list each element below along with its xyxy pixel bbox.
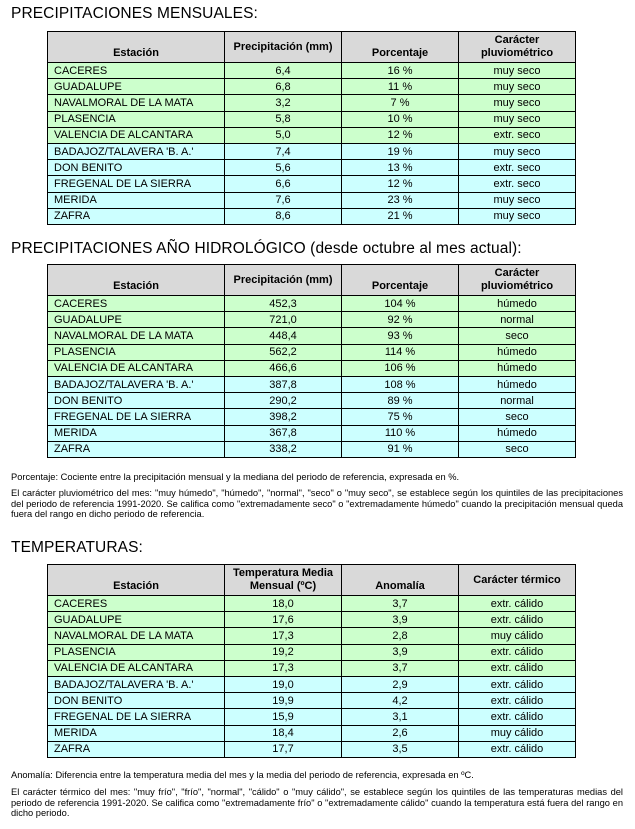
character-cell: extr. cálido xyxy=(459,676,576,692)
table-row xyxy=(48,612,576,628)
station-cell: MERIDA xyxy=(48,192,225,208)
station-cell: FREGENAL DE LA SIERRA xyxy=(48,176,225,192)
table-header-row xyxy=(48,565,576,596)
column-header-value: Precipitación (mm) xyxy=(225,265,342,296)
value-cell: 17,3 xyxy=(225,628,342,644)
table-row xyxy=(48,127,576,143)
value-cell: 5,8 xyxy=(225,111,342,127)
column-header-station: Estación xyxy=(48,565,225,596)
column-header-percent: Porcentaje xyxy=(342,265,459,296)
character-cell: húmedo xyxy=(459,376,576,392)
character-cell: extr. cálido xyxy=(459,693,576,709)
character-cell: normal xyxy=(459,312,576,328)
percent-cell: 91 % xyxy=(342,441,459,457)
station-cell: NAVALMORAL DE LA MATA xyxy=(48,328,225,344)
station-cell: MERIDA xyxy=(48,725,225,741)
table-row xyxy=(48,143,576,159)
table-row xyxy=(48,376,576,392)
value-cell: 448,4 xyxy=(225,328,342,344)
character-cell: extr. cálido xyxy=(459,612,576,628)
character-cell: húmedo xyxy=(459,344,576,360)
percent-cell: 2,9 xyxy=(342,676,459,692)
station-cell: BADAJOZ/TALAVERA 'B. A.' xyxy=(48,143,225,159)
table-header-row xyxy=(48,265,576,296)
station-cell: ZAFRA xyxy=(48,741,225,757)
character-cell: muy seco xyxy=(459,63,576,79)
thermal-character-note: El carácter térmico del mes: "muy frío", "frío", "normal", "cálido" o "muy cálido", se establece según los quintiles de las temperaturas medias del periodo de referencia 1991-2020. Se califica como "extremadamente frío" o "extremadamente cálido" cuando la temperatura está fuera del rango en dicho periodo. xyxy=(11,787,623,819)
percent-cell: 3,7 xyxy=(342,660,459,676)
station-cell: DON BENITO xyxy=(48,160,225,176)
temperatures-title: TEMPERATURAS: xyxy=(11,539,143,556)
percent-cell: 21 % xyxy=(342,208,459,224)
percent-cell: 114 % xyxy=(342,344,459,360)
character-cell: muy seco xyxy=(459,208,576,224)
value-cell: 466,6 xyxy=(225,360,342,376)
table-row xyxy=(48,409,576,425)
value-cell: 562,2 xyxy=(225,344,342,360)
character-cell: extr. cálido xyxy=(459,660,576,676)
character-cell: muy seco xyxy=(459,95,576,111)
value-cell: 15,9 xyxy=(225,709,342,725)
table-row xyxy=(48,360,576,376)
station-cell: DON BENITO xyxy=(48,693,225,709)
station-cell: VALENCIA DE ALCANTARA xyxy=(48,360,225,376)
station-cell: CACERES xyxy=(48,596,225,612)
table-row xyxy=(48,312,576,328)
character-cell: muy cálido xyxy=(459,725,576,741)
value-cell: 338,2 xyxy=(225,441,342,457)
table-row xyxy=(48,741,576,757)
station-cell: DON BENITO xyxy=(48,393,225,409)
percent-cell: 93 % xyxy=(342,328,459,344)
column-header-character: Carácter térmico xyxy=(459,565,576,596)
character-cell: extr. seco xyxy=(459,176,576,192)
table-row xyxy=(48,208,576,224)
character-cell: normal xyxy=(459,393,576,409)
table-row xyxy=(48,344,576,360)
value-cell: 8,6 xyxy=(225,208,342,224)
percent-cell: 92 % xyxy=(342,312,459,328)
table-row xyxy=(48,160,576,176)
character-cell: extr. cálido xyxy=(459,741,576,757)
value-cell: 6,8 xyxy=(225,79,342,95)
value-cell: 6,4 xyxy=(225,63,342,79)
percent-cell: 7 % xyxy=(342,95,459,111)
character-cell: muy seco xyxy=(459,143,576,159)
station-cell: NAVALMORAL DE LA MATA xyxy=(48,628,225,644)
station-cell: NAVALMORAL DE LA MATA xyxy=(48,95,225,111)
value-cell: 398,2 xyxy=(225,409,342,425)
table-row xyxy=(48,644,576,660)
percent-cell: 108 % xyxy=(342,376,459,392)
table-row xyxy=(48,628,576,644)
table-row xyxy=(48,176,576,192)
table-row xyxy=(48,693,576,709)
percent-cell: 12 % xyxy=(342,176,459,192)
table-row xyxy=(48,328,576,344)
table-row xyxy=(48,393,576,409)
percent-cell: 13 % xyxy=(342,160,459,176)
column-header-station: Estación xyxy=(48,32,225,63)
station-cell: GUADALUPE xyxy=(48,612,225,628)
anomaly-definition-note: Anomalía: Diferencia entre la temperatura media del mes y la media del periodo de referencia, expresada en ºC. xyxy=(11,770,474,780)
percent-cell: 3,5 xyxy=(342,741,459,757)
table-header-row xyxy=(48,32,576,63)
column-header-station: Estación xyxy=(48,265,225,296)
column-header-percent: Anomalía xyxy=(342,565,459,596)
station-cell: BADAJOZ/TALAVERA 'B. A.' xyxy=(48,376,225,392)
value-cell: 290,2 xyxy=(225,393,342,409)
character-cell: extr. seco xyxy=(459,160,576,176)
station-cell: VALENCIA DE ALCANTARA xyxy=(48,660,225,676)
value-cell: 5,6 xyxy=(225,160,342,176)
value-cell: 7,6 xyxy=(225,192,342,208)
table-row xyxy=(48,709,576,725)
percent-definition-note: Porcentaje: Cociente entre la precipitación mensual y la mediana del periodo de referencia, expresada en %. xyxy=(11,472,460,482)
station-cell: CACERES xyxy=(48,63,225,79)
station-cell: CACERES xyxy=(48,296,225,312)
character-cell: muy cálido xyxy=(459,628,576,644)
table-row xyxy=(48,63,576,79)
percent-cell: 16 % xyxy=(342,63,459,79)
character-cell: seco xyxy=(459,441,576,457)
table-row xyxy=(48,79,576,95)
station-cell: VALENCIA DE ALCANTARA xyxy=(48,127,225,143)
percent-cell: 3,9 xyxy=(342,612,459,628)
station-cell: GUADALUPE xyxy=(48,79,225,95)
value-cell: 18,4 xyxy=(225,725,342,741)
character-cell: extr. cálido xyxy=(459,596,576,612)
value-cell: 452,3 xyxy=(225,296,342,312)
value-cell: 367,8 xyxy=(225,425,342,441)
value-cell: 19,0 xyxy=(225,676,342,692)
temperatures-table xyxy=(47,564,576,758)
table-row xyxy=(48,660,576,676)
percent-cell: 89 % xyxy=(342,393,459,409)
column-header-value: Temperatura Media Mensual (ºC) xyxy=(225,565,342,596)
column-header-percent: Porcentaje xyxy=(342,32,459,63)
percent-cell: 3,7 xyxy=(342,596,459,612)
character-cell: muy seco xyxy=(459,192,576,208)
table-row xyxy=(48,441,576,457)
table-row xyxy=(48,95,576,111)
percent-cell: 12 % xyxy=(342,127,459,143)
column-header-character: Carácter pluviométrico xyxy=(459,32,576,63)
value-cell: 19,2 xyxy=(225,644,342,660)
percent-cell: 2,8 xyxy=(342,628,459,644)
percent-cell: 104 % xyxy=(342,296,459,312)
percent-cell: 23 % xyxy=(342,192,459,208)
hydrological-precip-title: PRECIPITACIONES AÑO HIDROLÓGICO (desde octubre al mes actual): xyxy=(11,240,522,257)
percent-cell: 3,1 xyxy=(342,709,459,725)
percent-cell: 75 % xyxy=(342,409,459,425)
character-cell: seco xyxy=(459,328,576,344)
percent-cell: 2,6 xyxy=(342,725,459,741)
station-cell: FREGENAL DE LA SIERRA xyxy=(48,709,225,725)
value-cell: 17,3 xyxy=(225,660,342,676)
character-cell: extr. cálido xyxy=(459,644,576,660)
value-cell: 6,6 xyxy=(225,176,342,192)
table-row xyxy=(48,725,576,741)
percent-cell: 11 % xyxy=(342,79,459,95)
percent-cell: 4,2 xyxy=(342,693,459,709)
hydrological-precip-table xyxy=(47,264,576,458)
monthly-precip-title: PRECIPITACIONES MENSUALES: xyxy=(11,5,258,22)
character-cell: muy seco xyxy=(459,111,576,127)
table-row xyxy=(48,596,576,612)
station-cell: MERIDA xyxy=(48,425,225,441)
value-cell: 721,0 xyxy=(225,312,342,328)
character-cell: seco xyxy=(459,409,576,425)
station-cell: PLASENCIA xyxy=(48,344,225,360)
monthly-precip-table xyxy=(47,31,576,225)
value-cell: 7,4 xyxy=(225,143,342,159)
character-cell: húmedo xyxy=(459,425,576,441)
table-row xyxy=(48,425,576,441)
precip-character-note: El carácter pluviométrico del mes: "muy húmedo", "húmedo", "normal", "seco" o "muy seco", se establece según los quintiles de las precipitaciones del periodo de referencia 1991-2020. Se califica como "extremadamente seco" o "extremadamente húmedo" cuando la precipitación mensual queda fuera del rango en dicho periodo de referencia. xyxy=(11,488,623,520)
station-cell: FREGENAL DE LA SIERRA xyxy=(48,409,225,425)
station-cell: ZAFRA xyxy=(48,208,225,224)
value-cell: 3,2 xyxy=(225,95,342,111)
percent-cell: 19 % xyxy=(342,143,459,159)
value-cell: 17,7 xyxy=(225,741,342,757)
table-row xyxy=(48,296,576,312)
station-cell: BADAJOZ/TALAVERA 'B. A.' xyxy=(48,676,225,692)
station-cell: ZAFRA xyxy=(48,441,225,457)
character-cell: muy seco xyxy=(459,79,576,95)
character-cell: húmedo xyxy=(459,360,576,376)
station-cell: GUADALUPE xyxy=(48,312,225,328)
column-header-character: Carácter pluviométrico xyxy=(459,265,576,296)
percent-cell: 3,9 xyxy=(342,644,459,660)
value-cell: 5,0 xyxy=(225,127,342,143)
percent-cell: 106 % xyxy=(342,360,459,376)
character-cell: extr. seco xyxy=(459,127,576,143)
value-cell: 18,0 xyxy=(225,596,342,612)
station-cell: PLASENCIA xyxy=(48,111,225,127)
station-cell: PLASENCIA xyxy=(48,644,225,660)
character-cell: húmedo xyxy=(459,296,576,312)
value-cell: 17,6 xyxy=(225,612,342,628)
table-row xyxy=(48,111,576,127)
value-cell: 19,9 xyxy=(225,693,342,709)
percent-cell: 110 % xyxy=(342,425,459,441)
table-row xyxy=(48,676,576,692)
value-cell: 387,8 xyxy=(225,376,342,392)
column-header-value: Precipitación (mm) xyxy=(225,32,342,63)
table-row xyxy=(48,192,576,208)
character-cell: extr. cálido xyxy=(459,709,576,725)
percent-cell: 10 % xyxy=(342,111,459,127)
